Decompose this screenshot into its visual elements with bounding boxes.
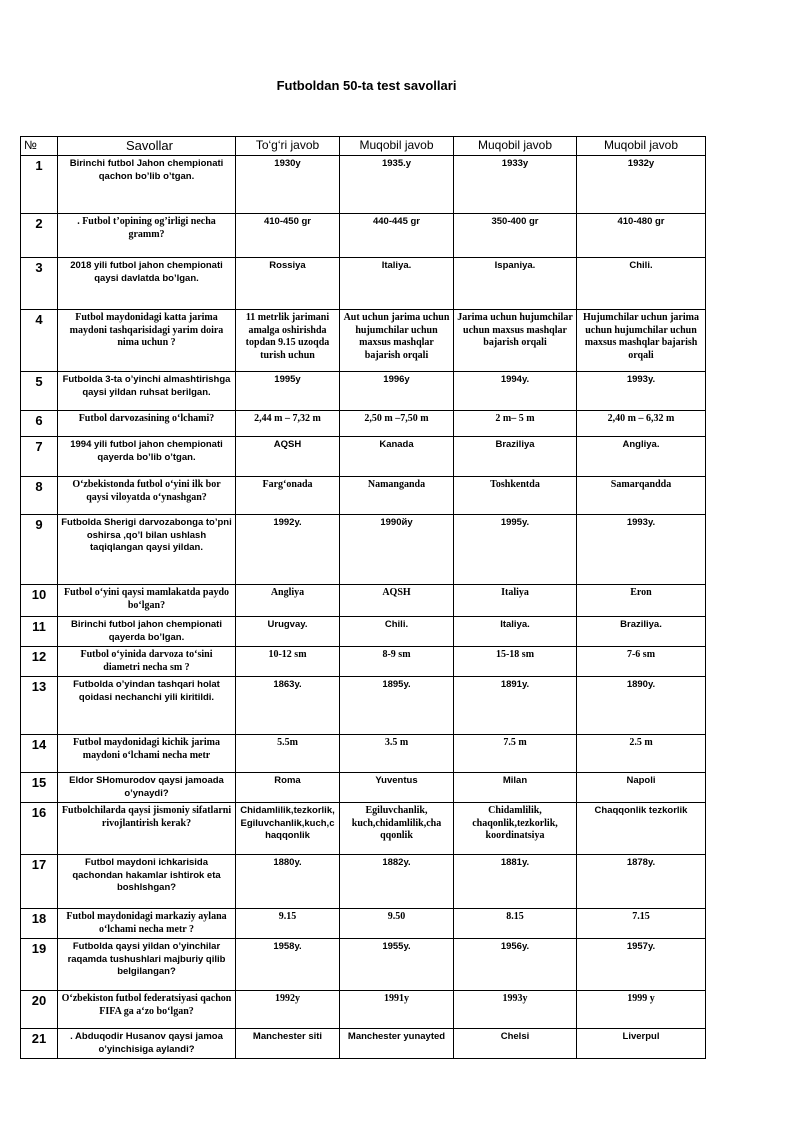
alternative-answer-3-cell: 1999 y	[577, 991, 706, 1029]
alternative-answer-1-cell: 440-445 gr	[340, 214, 454, 258]
correct-answer-cell: AQSH	[236, 437, 340, 477]
alternative-answer-2-cell: Chidamlilik, chaqonlik,tezkorlik, koordinatsiya	[454, 803, 577, 855]
table-row	[21, 585, 706, 617]
alternative-answer-2-cell: 1956y.	[454, 939, 577, 991]
table-row	[21, 437, 706, 477]
table-row	[21, 803, 706, 855]
header-alternative-answer-1: Muqobil javob	[340, 137, 454, 156]
alternative-answer-3-cell: Liverpul	[577, 1029, 706, 1059]
alternative-answer-2-cell: Toshkentda	[454, 477, 577, 515]
question-number: 5	[21, 372, 58, 411]
question-number: 2	[21, 214, 58, 258]
alternative-answer-3-cell: 1993y.	[577, 372, 706, 411]
table-row	[21, 617, 706, 647]
question-cell: Futbol o‘yini qaysi mamlakatda paydo bo‘lgan?	[58, 585, 236, 617]
alternative-answer-1-cell: Yuventus	[340, 773, 454, 803]
question-number: 19	[21, 939, 58, 991]
question-number: 6	[21, 411, 58, 437]
alternative-answer-2-cell: 1993y	[454, 991, 577, 1029]
question-number: 13	[21, 677, 58, 735]
table-row	[21, 156, 706, 214]
question-number: 18	[21, 909, 58, 939]
alternative-answer-3-cell: Samarqandda	[577, 477, 706, 515]
correct-answer-cell: 1880y.	[236, 855, 340, 909]
correct-answer-cell: Manchester siti	[236, 1029, 340, 1059]
table-row	[21, 477, 706, 515]
alternative-answer-2-cell: 1995y.	[454, 515, 577, 585]
alternative-answer-2-cell: 350-400 gr	[454, 214, 577, 258]
alternative-answer-3-cell: 1993y.	[577, 515, 706, 585]
alternative-answer-2-cell: 1881y.	[454, 855, 577, 909]
correct-answer-cell: 1958y.	[236, 939, 340, 991]
correct-answer-cell: 9.15	[236, 909, 340, 939]
alternative-answer-1-cell: Italiya.	[340, 258, 454, 310]
question-cell: 1994 yili futbol jahon chempionati qayerda bo’lib o’tgan.	[58, 437, 236, 477]
question-number: 8	[21, 477, 58, 515]
question-number: 15	[21, 773, 58, 803]
table-row	[21, 735, 706, 773]
table-row	[21, 372, 706, 411]
header-correct-answer: To‘g‘ri javob	[236, 137, 340, 156]
question-cell: . Abduqodir Husanov qaysi jamoa o’yinchisiga aylandi?	[58, 1029, 236, 1059]
alternative-answer-3-cell: Braziliya.	[577, 617, 706, 647]
alternative-answer-1-cell: Kanada	[340, 437, 454, 477]
question-cell: Futbolchilarda qaysi jismoniy sifatlarni rivojlantirish kerak?	[58, 803, 236, 855]
correct-answer-cell: 1863y.	[236, 677, 340, 735]
document-title: Futboldan 50-ta test savollari	[276, 78, 457, 93]
quiz-table	[20, 136, 706, 1059]
alternative-answer-1-cell: 9.50	[340, 909, 454, 939]
correct-answer-cell: 10-12 sm	[236, 647, 340, 677]
alternative-answer-3-cell: 7-6 sm	[577, 647, 706, 677]
question-cell: Futbol darvozasining o‘lchami?	[58, 411, 236, 437]
table-row	[21, 310, 706, 372]
question-number: 14	[21, 735, 58, 773]
table-row	[21, 677, 706, 735]
alternative-answer-1-cell: 1895y.	[340, 677, 454, 735]
alternative-answer-1-cell: Namanganda	[340, 477, 454, 515]
question-number: 11	[21, 617, 58, 647]
question-cell: Futbol maydonidagi markaziy aylana o‘lchami necha metr ?	[58, 909, 236, 939]
question-cell: Futbol o‘yinida darvoza to‘sini diametri necha sm ?	[58, 647, 236, 677]
alternative-answer-2-cell: 1933y	[454, 156, 577, 214]
header-alternative-answer-2: Muqobil javob	[454, 137, 577, 156]
question-number: 12	[21, 647, 58, 677]
quiz-table-body	[21, 156, 706, 1059]
question-number: 10	[21, 585, 58, 617]
alternative-answer-2-cell: Milan	[454, 773, 577, 803]
alternative-answer-3-cell: 2.5 m	[577, 735, 706, 773]
alternative-answer-2-cell: Ispaniya.	[454, 258, 577, 310]
alternative-answer-2-cell: Italiya.	[454, 617, 577, 647]
table-row	[21, 214, 706, 258]
alternative-answer-3-cell: Chaqqonlik tezkorlik	[577, 803, 706, 855]
alternative-answer-3-cell: Eron	[577, 585, 706, 617]
alternative-answer-1-cell: 1935.y	[340, 156, 454, 214]
alternative-answer-1-cell: 1990йу	[340, 515, 454, 585]
question-number: 21	[21, 1029, 58, 1059]
alternative-answer-2-cell: 8.15	[454, 909, 577, 939]
table-row	[21, 991, 706, 1029]
alternative-answer-2-cell: Chelsi	[454, 1029, 577, 1059]
alternative-answer-3-cell: 7.15	[577, 909, 706, 939]
question-cell: . Futbol t’opining og’irligi necha gramm?	[58, 214, 236, 258]
question-number: 16	[21, 803, 58, 855]
question-cell: Futbolda Sherigi darvozabonga to’pni oshirsa ,qo’l bilan ushlash taqiqlangan qaysi yildan.	[58, 515, 236, 585]
alternative-answer-2-cell: Braziliya	[454, 437, 577, 477]
alternative-answer-1-cell: AQSH	[340, 585, 454, 617]
question-cell: Futbolda o’yindan tashqari holat qoidasi nechanchi yili kiritildi.	[58, 677, 236, 735]
question-cell: Birinchi futbol jahon chempionati qayerda bo’lgan.	[58, 617, 236, 647]
table-row	[21, 773, 706, 803]
alternative-answer-1-cell: Egiluvchanlik, kuch,chidamlilik,cha qqonlik	[340, 803, 454, 855]
alternative-answer-2-cell: 1891y.	[454, 677, 577, 735]
question-number: 7	[21, 437, 58, 477]
header-alternative-answer-3: Muqobil javob	[577, 137, 706, 156]
alternative-answer-3-cell: Chili.	[577, 258, 706, 310]
table-header-row	[21, 137, 706, 156]
alternative-answer-2-cell: 2 m– 5 m	[454, 411, 577, 437]
question-cell: Eldor SHomurodov qaysi jamoada o’ynaydi?	[58, 773, 236, 803]
correct-answer-cell: Angliya	[236, 585, 340, 617]
correct-answer-cell: 1995y	[236, 372, 340, 411]
alternative-answer-1-cell: 1955y.	[340, 939, 454, 991]
correct-answer-cell: Urugvay.	[236, 617, 340, 647]
alternative-answer-2-cell: 7.5 m	[454, 735, 577, 773]
correct-answer-cell: 1930y	[236, 156, 340, 214]
alternative-answer-2-cell: 1994y.	[454, 372, 577, 411]
alternative-answer-3-cell: Hujumchilar uchun jarima uchun hujumchilar uchun maxsus mashqlar bajarish orqali	[577, 310, 706, 372]
table-row	[21, 855, 706, 909]
correct-answer-cell: Farg‘onada	[236, 477, 340, 515]
alternative-answer-3-cell: 1932y	[577, 156, 706, 214]
alternative-answer-1-cell: 8-9 sm	[340, 647, 454, 677]
correct-answer-cell: 11 metrlik jarimani amalga oshirishda topdan 9.15 uzoqda turish uchun	[236, 310, 340, 372]
table-row	[21, 909, 706, 939]
alternative-answer-3-cell: 1890y.	[577, 677, 706, 735]
question-number: 4	[21, 310, 58, 372]
question-cell: Futbolda qaysi yildan o’yinchilar raqamda tushushlari majburiy qilib belgilangan?	[58, 939, 236, 991]
table-row	[21, 647, 706, 677]
table-row	[21, 515, 706, 585]
alternative-answer-1-cell: 2,50 m –7,50 m	[340, 411, 454, 437]
question-cell: Birinchi futbol Jahon chempionati qachon bo’lib o’tgan.	[58, 156, 236, 214]
alternative-answer-2-cell: Italiya	[454, 585, 577, 617]
question-cell: Futbolda 3-ta o’yinchi almashtirishga qaysi yildan ruhsat berilgan.	[58, 372, 236, 411]
question-cell: O‘zbekistonda futbol o‘yini ilk bor qaysi viloyatda o‘ynashgan?	[58, 477, 236, 515]
question-number: 17	[21, 855, 58, 909]
alternative-answer-3-cell: Angliya.	[577, 437, 706, 477]
alternative-answer-1-cell: Manchester yunayted	[340, 1029, 454, 1059]
header-number: №	[21, 137, 58, 156]
question-number: 20	[21, 991, 58, 1029]
alternative-answer-1-cell: Chili.	[340, 617, 454, 647]
alternative-answer-1-cell: 1996y	[340, 372, 454, 411]
alternative-answer-1-cell: 1882y.	[340, 855, 454, 909]
table-row	[21, 258, 706, 310]
alternative-answer-3-cell: 1957y.	[577, 939, 706, 991]
alternative-answer-1-cell: 1991y	[340, 991, 454, 1029]
header-question: Savollar	[58, 137, 236, 156]
question-cell: Futbol maydonidagi kichik jarima maydoni o‘lchami necha metr	[58, 735, 236, 773]
alternative-answer-3-cell: 1878y.	[577, 855, 706, 909]
correct-answer-cell: 410-450 gr	[236, 214, 340, 258]
question-number: 1	[21, 156, 58, 214]
question-number: 9	[21, 515, 58, 585]
alternative-answer-3-cell: Napoli	[577, 773, 706, 803]
table-row	[21, 411, 706, 437]
alternative-answer-2-cell: Jarima uchun hujumchilar uchun maxsus mashqlar bajarish orqali	[454, 310, 577, 372]
table-row	[21, 1029, 706, 1059]
question-cell: 2018 yili futbol jahon chempionati qaysi davlatda bo’lgan.	[58, 258, 236, 310]
correct-answer-cell: 1992y	[236, 991, 340, 1029]
question-cell: Futbol maydoni ichkarisida qachondan hakamlar ishtirok eta boshlshgan?	[58, 855, 236, 909]
question-cell: O‘zbekiston futbol federatsiyasi qachon FIFA ga a‘zo bo‘lgan?	[58, 991, 236, 1029]
correct-answer-cell: Chidamlilik,tezkorlik, Egiluvchanlik,kuch,c haqqonlik	[236, 803, 340, 855]
alternative-answer-1-cell: 3.5 m	[340, 735, 454, 773]
alternative-answer-3-cell: 2,40 m – 6,32 m	[577, 411, 706, 437]
correct-answer-cell: 1992y.	[236, 515, 340, 585]
correct-answer-cell: Rossiya	[236, 258, 340, 310]
correct-answer-cell: 2,44 m – 7,32 m	[236, 411, 340, 437]
question-number: 3	[21, 258, 58, 310]
alternative-answer-2-cell: 15-18 sm	[454, 647, 577, 677]
alternative-answer-3-cell: 410-480 gr	[577, 214, 706, 258]
correct-answer-cell: 5.5m	[236, 735, 340, 773]
correct-answer-cell: Roma	[236, 773, 340, 803]
question-cell: Futbol maydonidagi katta jarima maydoni tashqarisidagi yarim doira nima uchun ?	[58, 310, 236, 372]
table-row	[21, 939, 706, 991]
alternative-answer-1-cell: Aut uchun jarima uchun hujumchilar uchun maxsus mashqlar bajarish orqali	[340, 310, 454, 372]
